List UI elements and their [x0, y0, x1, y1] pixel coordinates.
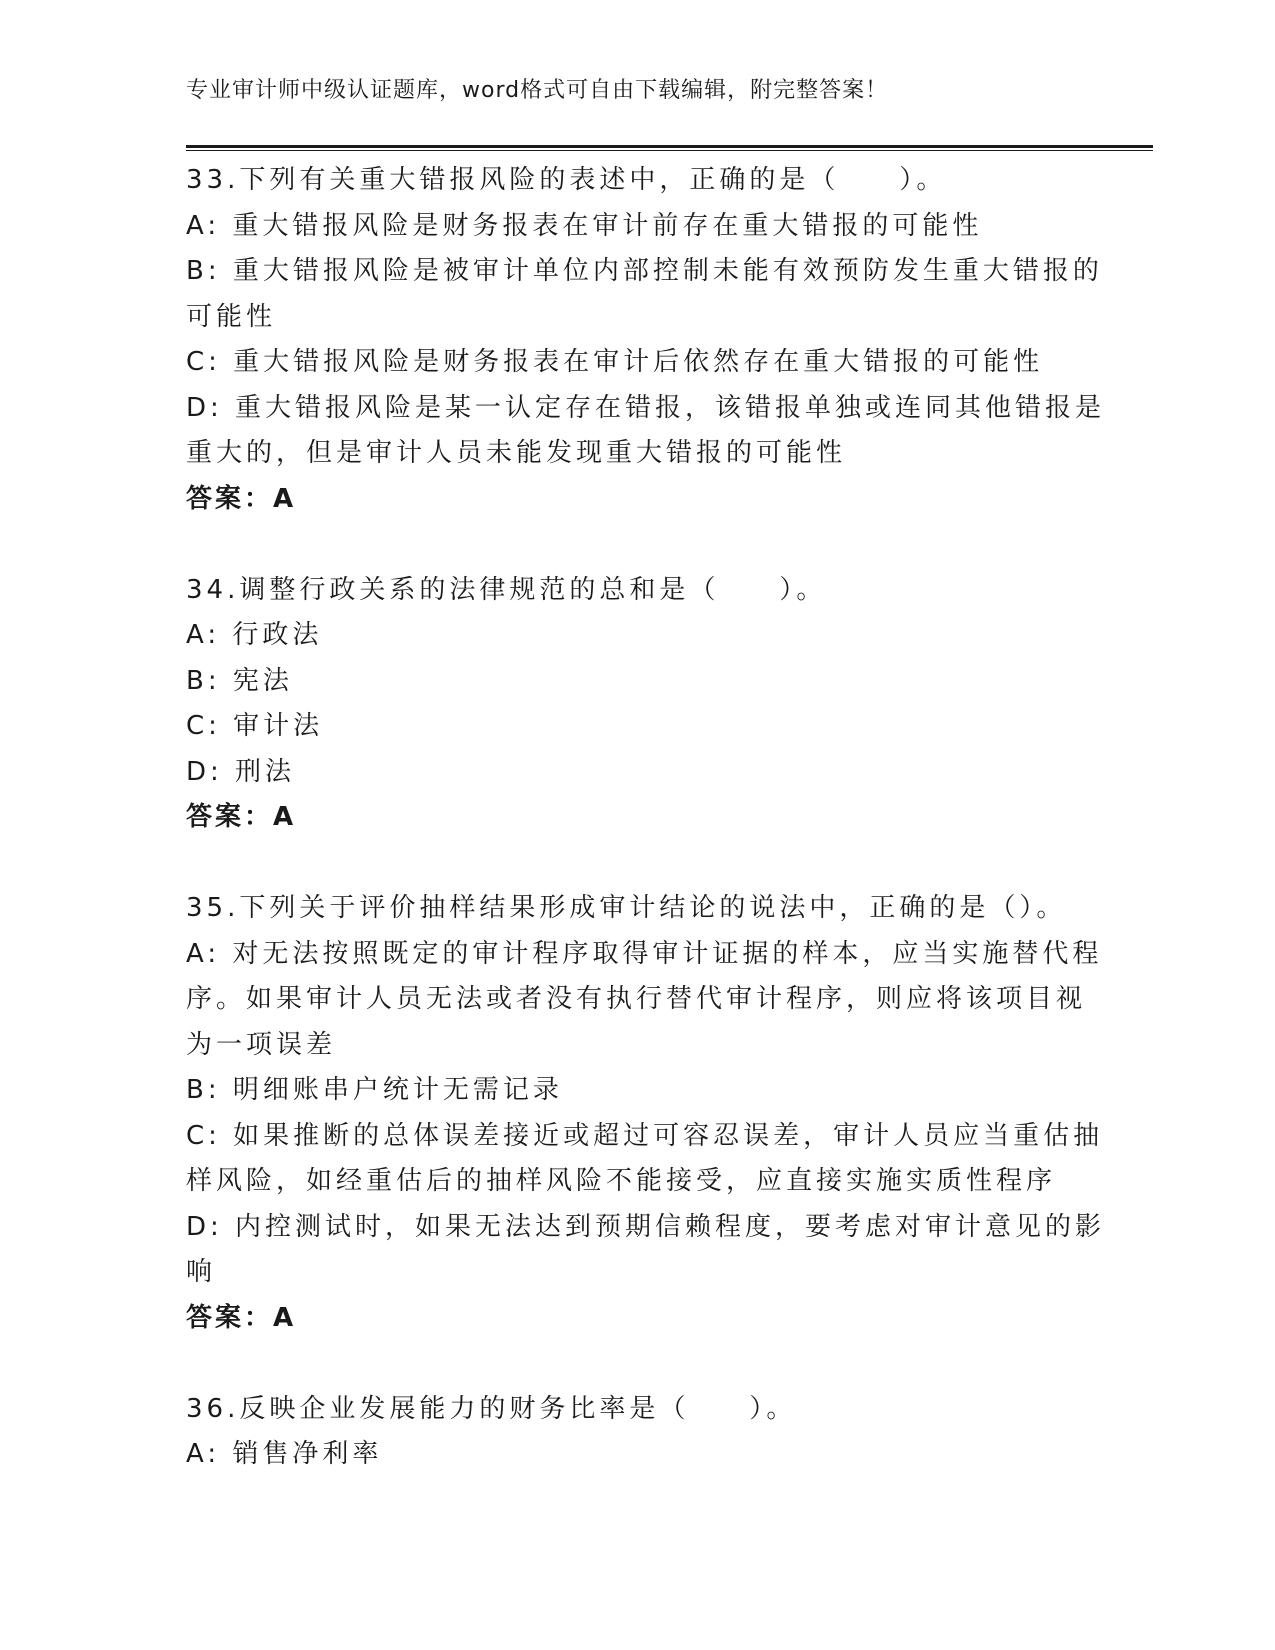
page-header: 专业审计师中级认证题库，word格式可自由下载编辑，附完整答案！	[186, 78, 889, 103]
answer: 答案：A	[186, 802, 297, 832]
question-list	[186, 158, 1106, 1478]
option-a: A: 重大错报风险是财务报表在审计前存在重大错报的可能性	[186, 210, 983, 241]
question-stem: 35.下列关于评价抽样结果形成审计结论的说法中，正确的是（）。	[186, 893, 1067, 923]
option-c: C: 审计法	[186, 711, 324, 741]
option-a-continued: 为一项误差	[186, 1029, 337, 1060]
option-b: B: 宪法	[186, 665, 293, 696]
option-a: A: 行政法	[186, 620, 323, 650]
option-a: A: 对无法按照既定的审计程序取得审计证据的样本，应当实施替代程	[186, 938, 1103, 969]
option-a-continued: 序。如果审计人员无法或者没有执行替代审计程序，则应将该项目视	[186, 984, 1087, 1014]
option-b: B: 明细账串户统计无需记录	[186, 1075, 563, 1105]
option-b: B: 重大错报风险是被审计单位内部控制未能有效预防发生重大错报的	[186, 256, 1103, 286]
question-36	[186, 1387, 1086, 1478]
option-a: A: 销售净利率	[186, 1439, 383, 1469]
option-c: C: 如果推断的总体误差接近或超过可容忍误差，审计人员应当重估抽	[186, 1120, 1104, 1151]
option-c: C: 重大错报风险是财务报表在审计后依然存在重大错报的可能性	[186, 347, 1044, 377]
option-d-continued: 响	[186, 1257, 217, 1287]
option-b-continued: 可能性	[186, 301, 277, 332]
answer: 答案：A	[186, 1302, 297, 1333]
spacer	[186, 841, 1086, 887]
option-d: D: 内控测试时，如果无法达到预期信赖程度，要考虑对审计意见的影	[186, 1211, 1106, 1242]
question-34	[186, 568, 1086, 841]
option-d: D: 重大错报风险是某一认定存在错报，该错报单独或连同其他错报是	[186, 392, 1106, 423]
question-stem: 36.反映企业发展能力的财务比率是（ ）。	[186, 1393, 797, 1424]
question-stem: 34.调整行政关系的法律规范的总和是（ ）。	[186, 574, 827, 605]
option-d: D: 刑法	[186, 756, 296, 787]
spacer	[186, 522, 1086, 568]
answer: 答案：A	[186, 483, 297, 514]
question-33	[186, 158, 1106, 522]
spacer	[186, 1341, 1086, 1387]
question-35	[186, 886, 1106, 1341]
option-d-continued: 重大的，但是审计人员未能发现重大错报的可能性	[186, 438, 847, 468]
question-stem: 33.下列有关重大错报风险的表述中，正确的是（ ）。	[186, 165, 947, 195]
option-c-continued: 样风险，如经重估后的抽样风险不能接受，应直接实施实质性程序	[186, 1166, 1057, 1196]
header-divider	[186, 145, 1153, 151]
